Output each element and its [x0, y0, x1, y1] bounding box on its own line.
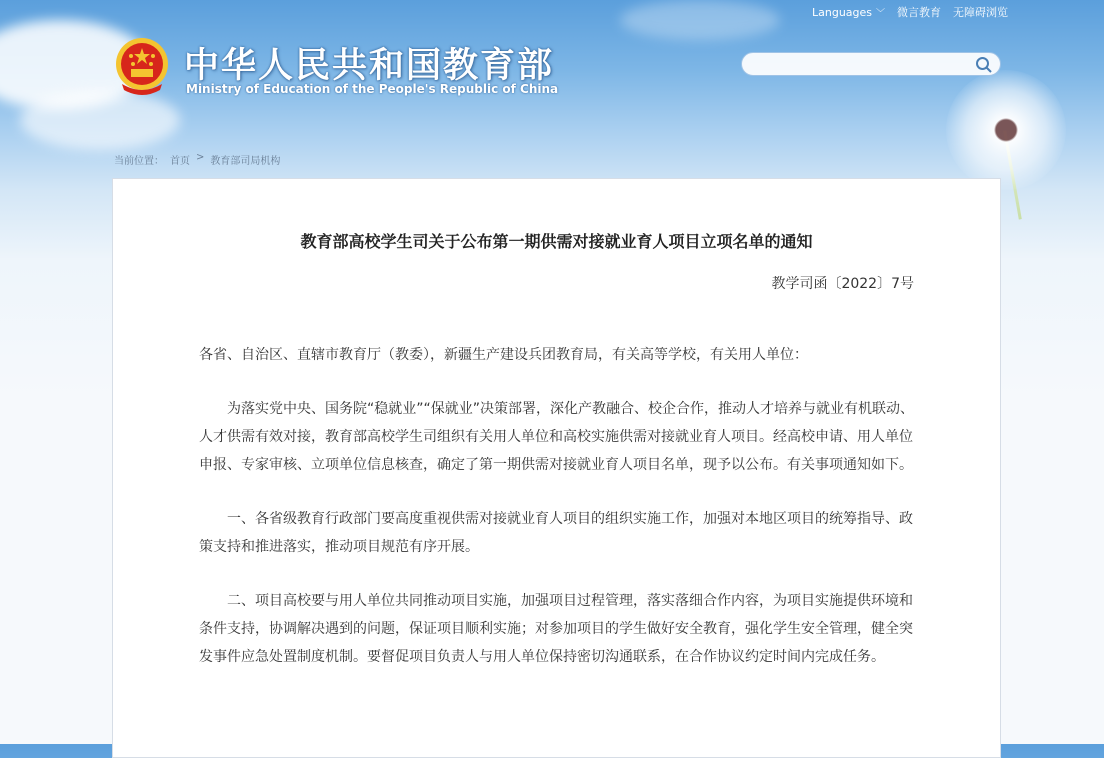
article-body [199, 341, 919, 697]
breadcrumb [114, 152, 280, 167]
site-title[interactable]: 中华人民共和国教育部 [184, 46, 555, 86]
header-cloud [620, 0, 780, 40]
breadcrumb-prefix: 当前位置： [114, 156, 164, 167]
search-input[interactable] [754, 55, 978, 75]
article-title: 教育部高校学生司关于公布第一期供需对接就业育人项目立项名单的通知 [300, 232, 813, 251]
article-paragraph: 二、项目高校要与用人单位共同推动项目实施，加强项目过程管理，落实落细合作内容，为项目实施提供环境和条件支持，协调解决遇到的问题，保证项目顺利实施；对参加项目的学生做好安全教育，强化学生安全管理，健全突发事件应急处置制度机制。要督促项目负责人与用人单位保持密切沟通联系，在合作协议约定时间内完成任务。 [199, 593, 913, 665]
site-subtitle: Ministry of Education of the People's Republic of China [186, 82, 559, 96]
accessibility-link[interactable]: 无障碍浏览 [953, 6, 1009, 19]
chevron-down-icon: ﹀ [876, 8, 886, 19]
breadcrumb-separator: > [196, 152, 205, 163]
dandelion-decoration [946, 70, 1066, 190]
languages-label: Languages [812, 5, 873, 19]
header-cloud [20, 90, 180, 150]
document-number: 教学司函〔2022〕7号 [771, 276, 914, 292]
national-emblem-icon [114, 36, 170, 98]
article-salutation: 各省、自治区、直辖市教育厅（教委），新疆生产建设兵团教育局，有关高等学校，有关用人单位： [199, 347, 808, 363]
weibo-link[interactable]: 微言教育 [897, 6, 942, 19]
languages-dropdown[interactable] [812, 6, 885, 19]
search-box [741, 52, 1001, 76]
article-panel [112, 178, 1001, 758]
search-icon[interactable] [974, 55, 994, 75]
top-links [812, 4, 1008, 20]
article-paragraph: 一、各省级教育行政部门要高度重视供需对接就业育人项目的组织实施工作，加强对本地区项目的统筹指导、政策支持和推进落实，推动项目规范有序开展。 [199, 511, 913, 555]
breadcrumb-current[interactable]: 教育部司局机构 [210, 156, 281, 167]
article-paragraph: 为落实党中央、国务院“稳就业”“保就业”决策部署，深化产教融合、校企合作，推动人才培养与就业有机联动、人才供需有效对接，教育部高校学生司组织有关用人单位和高校实施供需对接就业育人项目。经高校申请、用人单位申报、专家审核、立项单位信息核查，确定了第一期供需对接就业育人项目名单，现予以公布。有关事项通知如下。 [199, 401, 915, 473]
breadcrumb-home[interactable]: 首页 [170, 156, 190, 167]
